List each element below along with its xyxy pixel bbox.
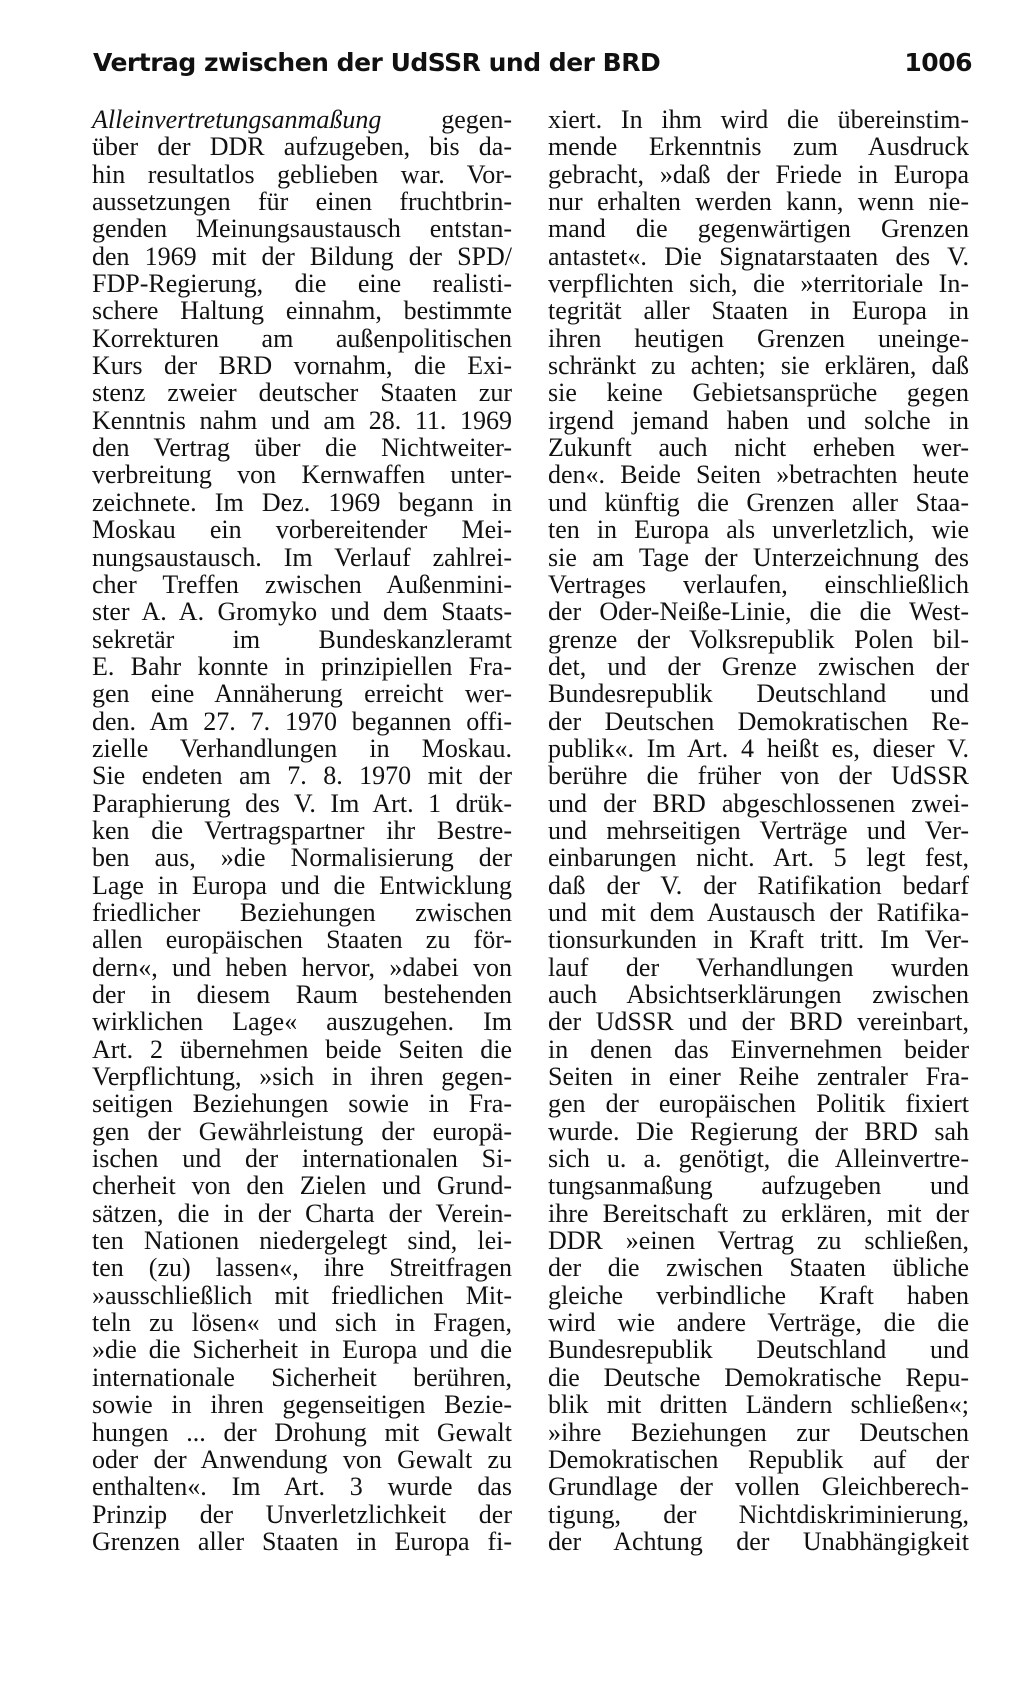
text-line: der UdSSR und der BRD vereinbart,	[548, 1007, 969, 1037]
text-line: genden Meinungsaustausch entstan-	[92, 214, 512, 244]
text-line: gen der europäischen Politik fixiert	[548, 1089, 969, 1119]
text-line: Grundlage der vollen Gleichberech-	[548, 1472, 969, 1502]
text-line: cherheit von den Zielen und Grund-	[92, 1171, 512, 1201]
text-line: »ausschließlich mit friedlichen Mit-	[92, 1280, 512, 1310]
text-line: über der DDR aufzugeben, bis da-	[92, 132, 512, 162]
page-number: 1006	[904, 48, 972, 77]
text-line: und künftig die Grenzen aller Staa-	[548, 487, 969, 517]
text-line: tungsanmaßung aufzugeben und	[548, 1171, 969, 1201]
text-line: sie keine Gebietsansprüche gegen	[548, 378, 969, 408]
text-line: ten in Europa als unverletzlich, wie	[548, 515, 969, 545]
text-line: tionsurkunden in Kraft tritt. Im Ver-	[548, 925, 969, 955]
text-line: gen eine Annäherung erreicht wer-	[92, 679, 512, 709]
text-line: mende Erkenntnis zum Ausdruck	[548, 132, 969, 162]
text-line: Grenzen aller Staaten in Europa fi-	[92, 1526, 512, 1556]
text-line: die Deutsche Demokratische Repu-	[548, 1362, 969, 1392]
text-line: Verpflichtung, »sich in ihren gegen-	[92, 1062, 512, 1092]
text-line: irgend jemand haben und solche in	[548, 405, 969, 435]
text-line: teln zu lösen« und sich in Fragen,	[92, 1308, 512, 1338]
text-line: Kurs der BRD vornahm, die Exi-	[92, 351, 512, 381]
text-line: Vertrages verlaufen, einschließlich	[548, 569, 969, 599]
text-line	[92, 106, 512, 133]
text-line: und mit dem Austausch der Ratifika-	[548, 897, 969, 927]
text-line: publik«. Im Art. 4 heißt es, dieser V.	[548, 733, 969, 763]
text-line: sekretär im Bundeskanzleramt	[92, 624, 512, 654]
text-line: der in diesem Raum bestehenden	[92, 980, 512, 1009]
text-line: Zukunft auch nicht erheben wer-	[548, 433, 969, 463]
text-line: seitigen Beziehungen sowie in Fra-	[92, 1089, 512, 1119]
text-line: enthalten«. Im Art. 3 wurde das	[92, 1472, 512, 1502]
text-line: Paraphierung des V. Im Art. 1 drük-	[92, 788, 512, 818]
text-line: daß der V. der Ratifikation bedarf	[548, 870, 969, 900]
text-line: den 1969 mit der Bildung der SPD/	[92, 241, 512, 271]
text-line: Art. 2 übernehmen beide Seiten die	[92, 1034, 512, 1064]
text-line: gebracht, »daß der Friede in Europa	[548, 159, 969, 189]
text-line: aussetzungen für einen fruchtbrin-	[92, 187, 512, 217]
text-line: E. Bahr konnte in prinzipiellen Fra-	[92, 651, 512, 681]
text-line: und der BRD abgeschlossenen zwei-	[548, 788, 969, 818]
text-line: nur erhalten werden kann, wenn nie-	[548, 187, 969, 217]
text-line: verbreitung von Kernwaffen unter-	[92, 460, 512, 490]
text-line: nungsaustausch. Im Verlauf zahlrei-	[92, 542, 512, 572]
text-line: gleiche verbindliche Kraft haben	[548, 1280, 969, 1310]
text-line: und mehrseitigen Verträge und Ver-	[548, 815, 969, 845]
text-line: hungen ... der Drohung mit Gewalt	[92, 1417, 512, 1447]
text-line: »die die Sicherheit in Europa und die	[92, 1335, 512, 1365]
text-line: DDR »einen Vertrag zu schließen,	[548, 1226, 969, 1256]
text-line: Kenntnis nahm und am 28. 11. 1969	[92, 405, 512, 435]
text-line: tigung, der Nichtdiskriminierung,	[548, 1499, 969, 1529]
italic-term: Alleinvertretungsanmaßung	[92, 105, 382, 134]
left-text-column	[92, 106, 512, 1555]
text-line: Prinzip der Unverletzlichkeit der	[92, 1499, 512, 1529]
text-line: der die zwischen Staaten übliche	[548, 1253, 969, 1283]
right-text-column	[548, 106, 969, 1555]
running-header	[93, 48, 972, 88]
text-line: internationale Sicherheit berühren,	[92, 1362, 512, 1392]
text-line: Korrekturen am außenpolitischen	[92, 323, 512, 353]
text-line: zeichnete. Im Dez. 1969 begann in	[92, 487, 512, 517]
text-line: grenze der Volksrepublik Polen bil-	[548, 624, 969, 654]
text-line: Moskau ein vorbereitender Mei-	[92, 515, 512, 545]
text-line: ten (zu) lassen«, ihre Streitfragen	[92, 1253, 512, 1283]
text-line: lauf der Verhandlungen wurden	[548, 952, 969, 982]
text-line: det, und der Grenze zwischen der	[548, 651, 969, 681]
running-title: Vertrag zwischen der UdSSR und der BRD	[93, 48, 661, 77]
text-line: sätzen, die in der Charta der Verein-	[92, 1198, 512, 1228]
text-line: sich u. a. genötigt, die Alleinvertre-	[548, 1144, 969, 1174]
text-line: sie am Tage der Unterzeichnung des	[548, 542, 969, 572]
text-line: Sie endeten am 7. 8. 1970 mit der	[92, 761, 512, 791]
text-line: gen der Gewährleistung der europä-	[92, 1116, 512, 1146]
text-line: den Vertrag über die Nichtweiter-	[92, 433, 512, 463]
text-line: Seiten in einer Reihe zentraler Fra-	[548, 1062, 969, 1092]
text-line: einbarungen nicht. Art. 5 legt fest,	[548, 843, 969, 873]
text-line: »ihre Beziehungen zur Deutschen	[548, 1417, 969, 1447]
text-line: ben aus, »die Normalisierung der	[92, 843, 512, 873]
text-line: mand die gegenwärtigen Grenzen	[548, 214, 969, 244]
text-line: cher Treffen zwischen Außenmini-	[92, 569, 512, 599]
text-line: friedlicher Beziehungen zwischen	[92, 897, 512, 927]
text-line: Demokratischen Republik auf der	[548, 1444, 969, 1474]
text-line: berühre die früher von der UdSSR	[548, 761, 969, 791]
text-line: der Deutschen Demokratischen Re-	[548, 706, 969, 736]
text-line: allen europäischen Staaten zu för-	[92, 925, 512, 955]
text-line: antastet«. Die Signatarstaaten des V.	[548, 241, 969, 271]
line-continuation: gegen-	[381, 105, 512, 134]
text-line: ten Nationen niedergelegt sind, lei-	[92, 1226, 512, 1256]
text-line: oder der Anwendung von Gewalt zu	[92, 1444, 512, 1474]
text-line: ihren heutigen Grenzen uneinge-	[548, 323, 969, 353]
text-line: der Achtung der Unabhängigkeit	[548, 1526, 969, 1556]
text-line: der Oder-Neiße-Linie, die die West-	[548, 597, 969, 627]
text-line: ster A. A. Gromyko und dem Staats-	[92, 597, 512, 627]
text-line: ihre Bereitschaft zu erklären, mit der	[548, 1198, 969, 1228]
text-line: blik mit dritten Ländern schließen«;	[548, 1390, 969, 1420]
text-line: hin resultatlos geblieben war. Vor-	[92, 159, 512, 189]
text-line: wurde. Die Regierung der BRD sah	[548, 1116, 969, 1146]
text-line: Lage in Europa und die Entwicklung	[92, 870, 512, 900]
text-line: schere Haltung einnahm, bestimmte	[92, 296, 512, 326]
text-line: ischen und der internationalen Si-	[92, 1144, 512, 1174]
text-line: den«. Beide Seiten »betrachten heute	[548, 460, 969, 490]
text-line: den. Am 27. 7. 1970 begannen offi-	[92, 706, 512, 736]
text-line: in denen das Einvernehmen beider	[548, 1034, 969, 1064]
text-line: wirklichen Lage« auszugehen. Im	[92, 1007, 512, 1037]
text-line: zielle Verhandlungen in Moskau.	[92, 733, 512, 763]
text-line: Bundesrepublik Deutschland und	[548, 1335, 969, 1365]
text-line: sowie in ihren gegenseitigen Bezie-	[92, 1390, 512, 1420]
text-line: ken die Vertragspartner ihr Bestre-	[92, 815, 512, 845]
text-line: stenz zweier deutscher Staaten zur	[92, 378, 512, 408]
text-line: verpflichten sich, die »territoriale In-	[548, 269, 969, 299]
text-line: wird wie andere Verträge, die die	[548, 1308, 969, 1338]
text-line: dern«, und heben hervor, »dabei von	[92, 952, 512, 982]
text-line: tegrität aller Staaten in Europa in	[548, 296, 969, 326]
text-line: xiert. In ihm wird die übereinstim-	[548, 105, 969, 134]
text-line: FDP-Regierung, die eine realisti-	[92, 269, 512, 299]
text-line: auch Absichtserklärungen zwischen	[548, 980, 969, 1009]
text-line: schränkt zu achten; sie erklären, daß	[548, 351, 969, 381]
text-line: Bundesrepublik Deutschland und	[548, 679, 969, 709]
